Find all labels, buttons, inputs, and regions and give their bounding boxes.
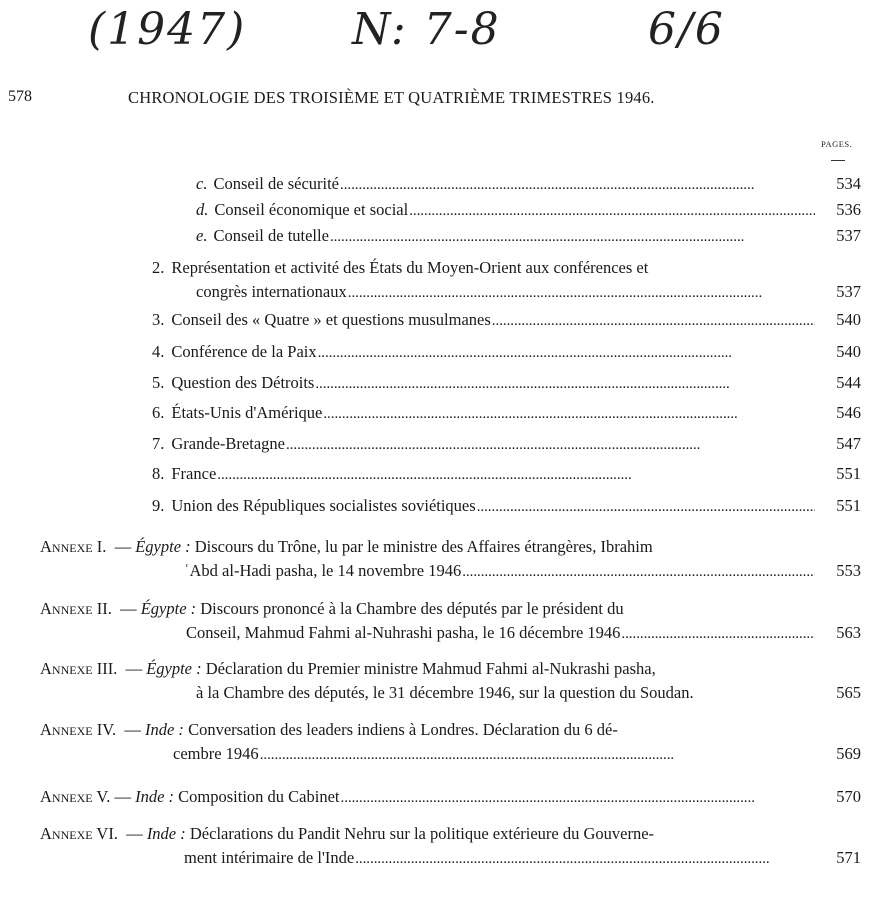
page-ref: 537	[836, 226, 861, 245]
toc-annexe-1: Annexe I. — Égypte : Discours du Trône, lu par le ministre des Affaires étrangères, Ibrahim ʿAbd al-Hadi pasha, le 14 novembre 1946 . . . 553	[40, 535, 861, 583]
page-ref: 534	[836, 174, 861, 193]
toc-entry-7: 7. Grande-Bretagne . . . 547	[152, 432, 861, 456]
pages-column-rule	[831, 160, 845, 161]
page-ref: 551	[836, 464, 861, 483]
page-ref: 544	[836, 373, 861, 392]
page-ref: 570	[836, 787, 861, 806]
page-ref: 565	[836, 683, 861, 702]
toc-annexe-2: Annexe II. — Égypte : Discours prononcé à la Chambre des députés par le président du Conseil, Mahmud Fahmi al-Nuhrashi pasha, le 16 décembre 1946 . . . 563	[40, 597, 861, 645]
toc-entry-9: 9. Union des Républiques socialistes soviétiques . . . 551	[152, 494, 861, 518]
handwritten-issue: N: 7-8	[352, 4, 501, 55]
page-number: 578	[8, 88, 32, 105]
toc-annexe-6: Annexe VI. — Inde : Déclarations du Pandit Nehru sur la politique extérieure du Gouverne- ment intérimaire de l'Inde . . . 571	[40, 822, 861, 870]
page-ref: 536	[836, 200, 861, 219]
toc-entry-8: 8. France . . . 551	[152, 462, 861, 486]
toc-entry-3: 3. Conseil des « Quatre » et questions musulmanes . . . 540	[152, 308, 861, 332]
page-ref: 540	[836, 342, 861, 361]
pages-column-label: PAGES.	[821, 139, 853, 149]
running-head: CHRONOLOGIE DES TROISIÈME ET QUATRIÈME TRIMESTRES 1946.	[128, 88, 655, 107]
toc-annexe-4: Annexe IV. — Inde : Conversation des leaders indiens à Londres. Déclaration du 6 dé- cembre 1946 . . . 569	[40, 718, 861, 766]
toc-annexe-3: Annexe III. — Égypte : Déclaration du Premier ministre Mahmud Fahmi al-Nukrashi pasha, à la Chambre des députés, le 31 décembre 1946, sur la question du Soudan. 565	[40, 657, 861, 705]
page-ref: 540	[836, 310, 861, 329]
page-ref: 537	[836, 282, 861, 301]
handwritten-year: (1947)	[88, 4, 247, 55]
toc-entry-6: 6. États-Unis d'Amérique . . . 546	[152, 401, 861, 425]
page-ref: 563	[836, 623, 861, 642]
toc-entry-e: e. Conseil de tutelle . . . 537	[196, 224, 861, 248]
toc-entry-d: d. Conseil économique et social . . . 536	[196, 198, 861, 222]
page-ref: 571	[836, 848, 861, 867]
toc-annexe-5: Annexe V. — Inde : Composition du Cabinet . . . 570	[40, 785, 861, 809]
handwritten-part: 6/6	[648, 4, 725, 55]
toc-entry-c: c. Conseil de sécurité . . . 534	[196, 172, 861, 196]
toc-entry-4: 4. Conférence de la Paix . . . 540	[152, 340, 861, 364]
page-ref: 546	[836, 403, 861, 422]
toc-entry-5: 5. Question des Détroits . . . 544	[152, 371, 861, 395]
page-ref: 553	[836, 561, 861, 580]
page-ref: 551	[836, 496, 861, 515]
toc-entry-2: 2. Représentation et activité des États du Moyen-Orient aux conférences et congrès internationaux . . . 537	[152, 256, 861, 304]
page-ref: 569	[836, 744, 861, 763]
page-ref: 547	[836, 434, 861, 453]
